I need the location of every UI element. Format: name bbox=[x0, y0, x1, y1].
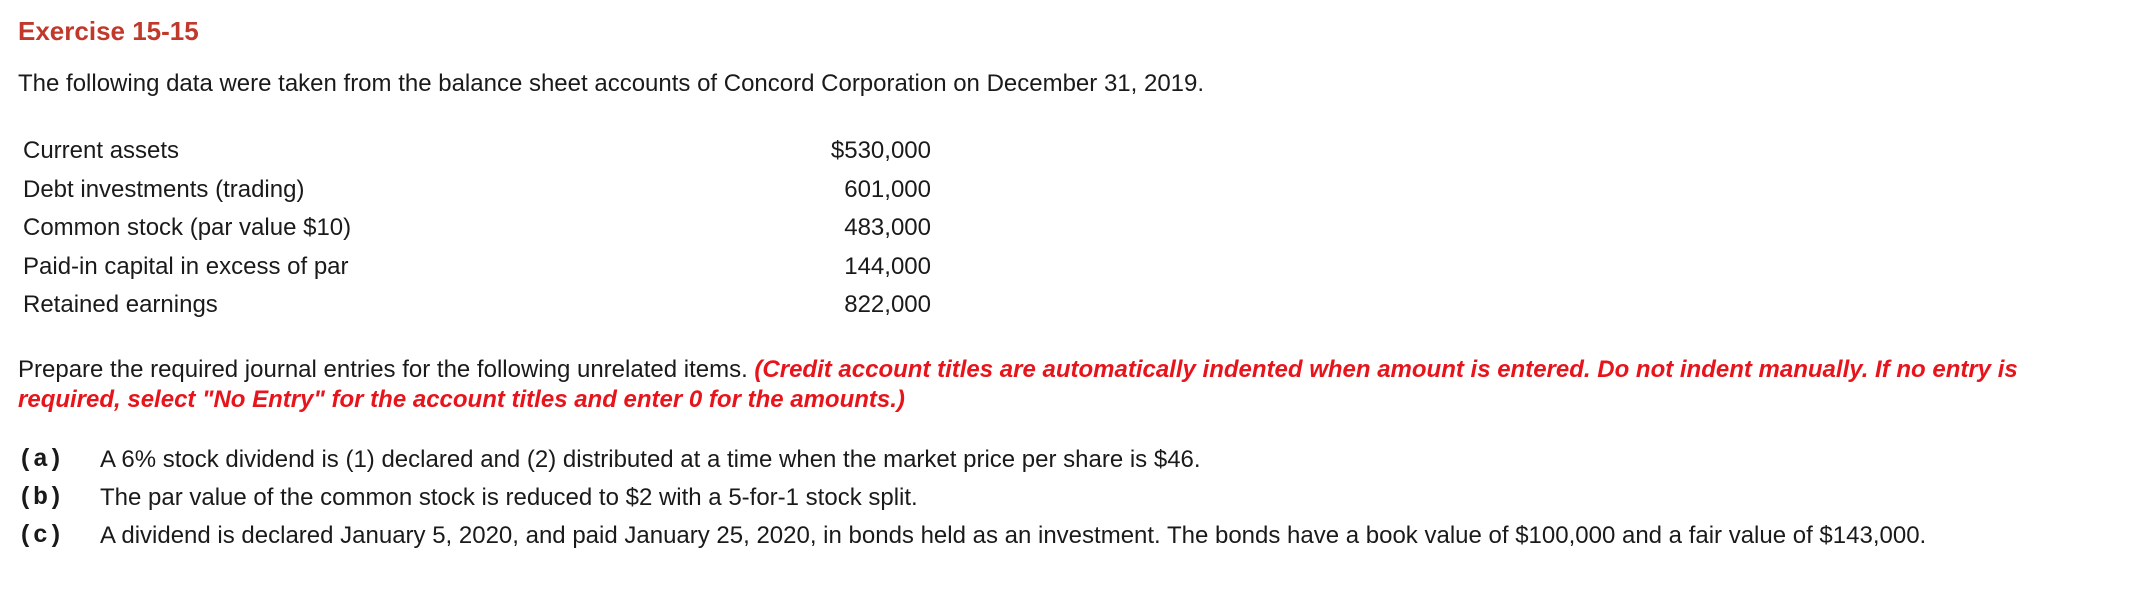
table-row bbox=[18, 171, 931, 210]
instructions-lead: Prepare the required journal entries for the following unrelated items. bbox=[18, 355, 755, 383]
item-text: The par value of the common stock is reduced to $2 with a 5-for-1 stock split. bbox=[100, 483, 918, 511]
item-letter: (c) bbox=[18, 520, 64, 550]
exercise-page bbox=[18, 14, 2118, 559]
account-name: Common stock (par value $10) bbox=[23, 214, 352, 241]
item-text: A dividend is declared January 5, 2020, and paid January 25, 2020, in bonds held as an investment. The bonds have a book value of $100,000 and a fair value of $143,000. bbox=[100, 521, 1927, 549]
item-list bbox=[18, 445, 2118, 551]
item-letter: (b) bbox=[18, 482, 64, 512]
account-name: Current assets bbox=[23, 137, 180, 164]
list-item bbox=[18, 521, 2118, 551]
account-amount: 144,000 bbox=[844, 252, 931, 280]
account-amount: 822,000 bbox=[844, 291, 931, 318]
instructions bbox=[18, 355, 2098, 415]
list-item bbox=[18, 445, 2118, 475]
instructions-note: (Credit account titles are automatically indented when amount is entered. Do not indent manually. If no entry is required, select "No Entry" for the account titles and enter 0 for the amounts.) bbox=[18, 355, 2018, 413]
table-row bbox=[18, 132, 931, 171]
item-text: A 6% stock dividend is (1) declared and (2) distributed at a time when the market price per share is $46. bbox=[100, 445, 1201, 473]
account-amount: $530,000 bbox=[830, 137, 931, 164]
table-row bbox=[18, 209, 931, 248]
exercise-title: Exercise 15-15 bbox=[18, 16, 199, 46]
account-name: Retained earnings bbox=[23, 291, 218, 318]
table-row bbox=[18, 286, 931, 325]
account-amount: 483,000 bbox=[844, 214, 931, 241]
table-row bbox=[18, 248, 931, 287]
account-name: Debt investments (trading) bbox=[23, 175, 305, 203]
intro-text: The following data were taken from the balance sheet accounts of Concord Corporation on December 31, 2019. bbox=[18, 70, 1205, 97]
account-amount: 601,000 bbox=[844, 175, 931, 203]
balance-sheet-table bbox=[18, 132, 931, 325]
item-letter: (a) bbox=[18, 444, 64, 474]
account-name: Paid-in capital in excess of par bbox=[23, 252, 349, 280]
list-item bbox=[18, 483, 2118, 513]
